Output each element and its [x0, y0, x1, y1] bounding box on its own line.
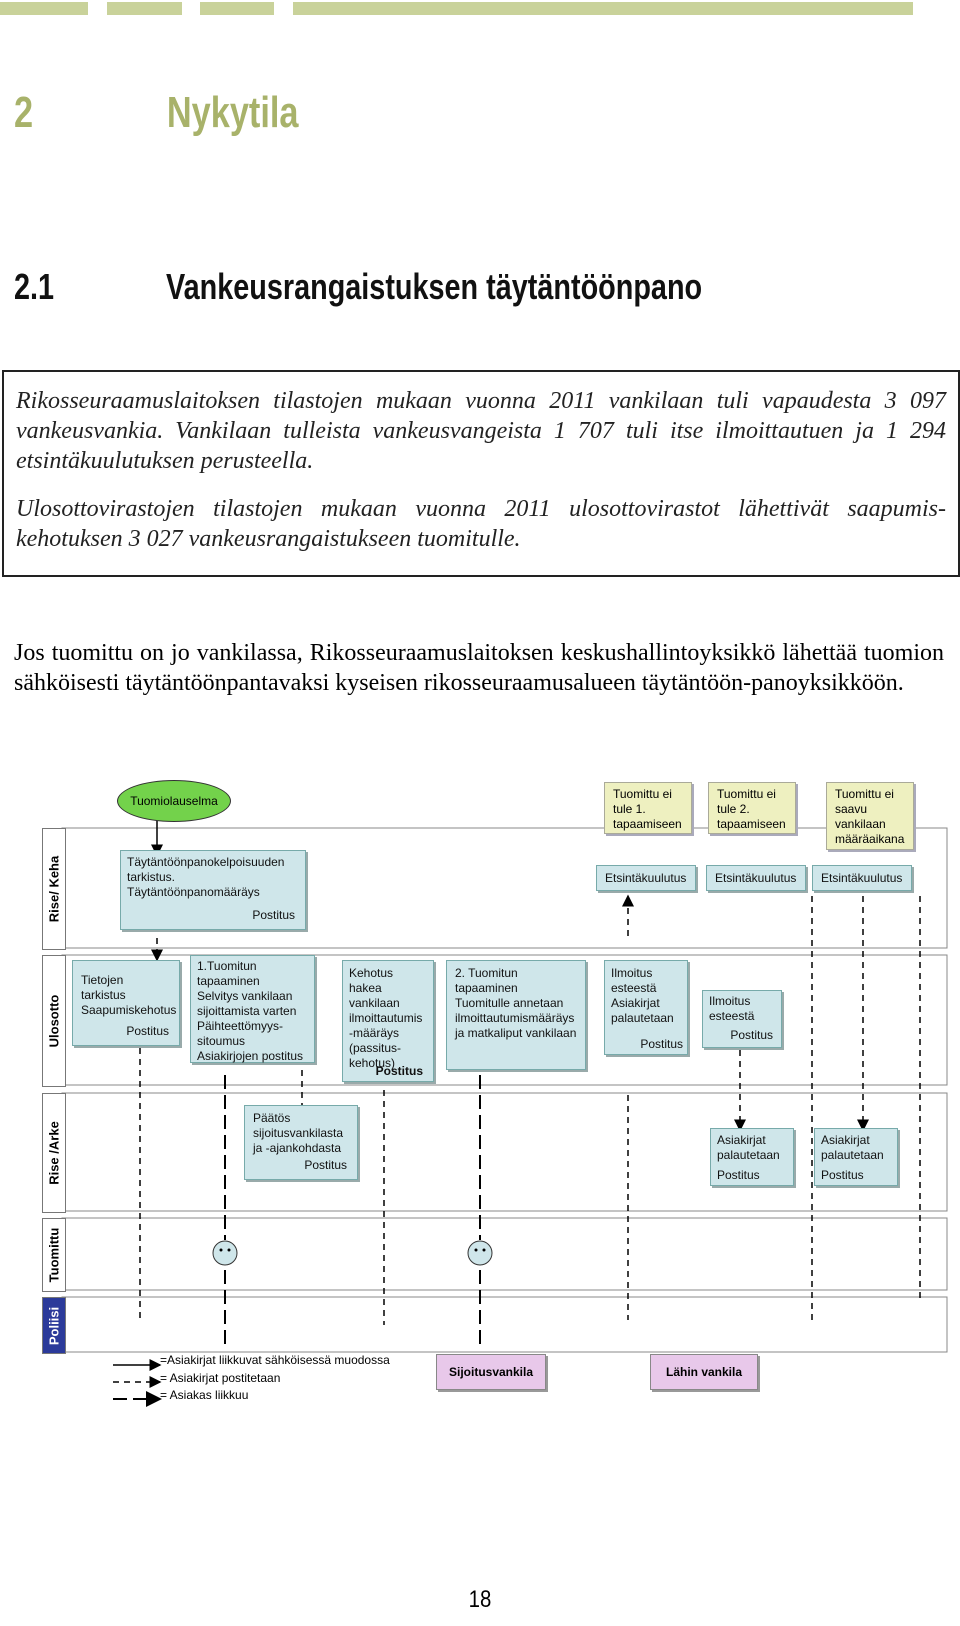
lane-label-tuomittu: Tuomittu — [42, 1218, 66, 1292]
chapter-number: 2 — [14, 88, 34, 137]
page-number: 18 — [468, 1586, 492, 1613]
second-meeting-box: 2. Tuomitun tapaaminen Tuomitulle annetaan ilmoittautumismääräys ja matkaliput vankilaan — [446, 960, 586, 1070]
start-oval: Tuomiolauselma — [117, 780, 231, 822]
decor-bar-4 — [293, 2, 913, 15]
decor-bar-3 — [200, 2, 274, 15]
lane-label-poliisi: Poliisi — [42, 1297, 66, 1354]
no-show-1-box: Tuomittu ei tule 1. tapaamiseen — [604, 782, 692, 834]
chapter-heading — [14, 88, 299, 138]
enforcement-check-box: Täytäntöönpanokelpoisuuden tarkistus. Täytäntöönpanomääräys Postitus — [120, 850, 306, 930]
decor-bar-2 — [107, 2, 182, 15]
data-check-box: Tietojen tarkistus Saapumiskehotus Postitus — [72, 960, 180, 1046]
lane-label-rise-keha: Rise/ Keha — [42, 828, 66, 950]
placement-prison-box: Sijoitusvankila — [436, 1354, 546, 1390]
lane-poliisi — [62, 1297, 947, 1352]
section-number: 2.1 — [14, 266, 55, 307]
legend-solid-text: =Asiakirjat liikkuvat sähköisessä muodossa — [160, 1353, 390, 1367]
client-face-icon — [213, 1241, 237, 1265]
first-meeting-box: 1.Tuomitun tapaaminen Selvitys vankilaan sijoittamista varten Päihteettömyys- sitoumus Asiakirjojen postitus — [190, 955, 315, 1063]
documents-returned-2-box: Asiakirjat palautetaan Postitus — [814, 1128, 898, 1186]
no-arrival-box: Tuomittu ei saavu vankilaan määräaikana — [826, 782, 914, 850]
statistics-paragraph-1: Rikosseuraamuslaitoksen tilastojen mukaan vuonna 2011 vankilaan tuli vapaudesta 3 097 vankeusvankia. Vankilaan tulleista vankeusvangeista 1 707 tuli itse ilmoittautuen ja 1 294 etsintäkuulutuksen perusteella. — [16, 388, 946, 474]
no-show-2-box: Tuomittu ei tule 2. tapaamiseen — [708, 782, 796, 834]
wanted-notice-2: Etsintäkuulutus — [706, 865, 806, 891]
wanted-notice-1: Etsintäkuulutus — [596, 865, 696, 891]
statistics-box — [2, 370, 960, 577]
documents-returned-1-box: Asiakirjat palautetaan Postitus — [710, 1128, 794, 1186]
client-face-icon — [468, 1241, 492, 1265]
wanted-notice-3: Etsintäkuulutus — [812, 865, 912, 891]
placement-decision-box: Päätös sijoitusvankilasta ja -ajankohdasta Postitus — [244, 1105, 358, 1180]
section-heading — [14, 266, 702, 308]
obstacle-notice-2-box: Ilmoitus esteestä Postitus — [702, 990, 782, 1048]
obstacle-notice-1-box: Ilmoitus esteestä Asiakirjat palautetaan Postitus — [604, 960, 688, 1055]
process-diagram — [0, 787, 960, 1460]
lane-tuomittu — [62, 1218, 947, 1290]
summons-box: Kehotus hakea vankilaan ilmoittautumis -määräys (passitus- kehotus) Postitus — [342, 960, 434, 1082]
legend-dashed-text: = Asiakirjat postitetaan — [160, 1371, 281, 1385]
lane-label-ulosotto: Ulosotto — [42, 955, 66, 1087]
decor-bar-1 — [0, 2, 88, 15]
section-title: Vankeusrangaistuksen täytäntöönpano — [166, 266, 703, 307]
chapter-title: Nykytila — [166, 88, 299, 137]
legend-longdash-text: = Asiakas liikkuu — [160, 1388, 249, 1402]
nearest-prison-box: Lähin vankila — [650, 1354, 758, 1390]
statistics-paragraph-2: Ulosottovirastojen tilastojen mukaan vuonna 2011 ulosottovirastot lähettivät saapumis-kehotuksen 3 027 vankeusrangaistukseen tuomitulle. — [16, 496, 946, 552]
body-paragraph: Jos tuomittu on jo vankilassa, Rikosseuraamuslaitoksen keskushallintoyksikkö lähettää tuomion sähköisesti täytäntöönpantavaksi kyseisen rikosseuraamusalueen täytäntöön-panoyksikköön. — [14, 640, 944, 696]
lane-label-rise-arke: Rise /Arke — [42, 1093, 66, 1213]
